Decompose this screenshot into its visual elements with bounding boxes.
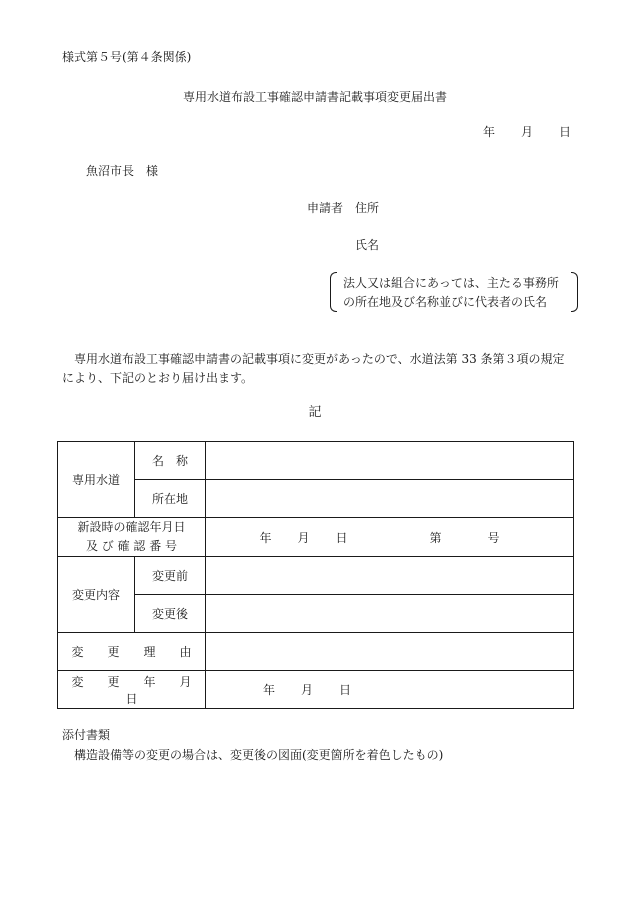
confirm-label-line-2: 及 び 確 認 番 号 xyxy=(85,539,178,553)
table-row xyxy=(58,671,574,709)
right-bracket xyxy=(571,272,578,312)
confirm-day: 日 xyxy=(335,530,348,545)
table-row xyxy=(58,518,574,557)
change-group-cell: 変更内容 xyxy=(58,557,135,633)
change-month: 月 xyxy=(301,683,314,697)
after-value-cell[interactable] xyxy=(206,595,574,633)
location-label-cell: 所在地 xyxy=(135,480,206,518)
change-day: 日 xyxy=(339,683,352,697)
note-line-1: 法人又は組合にあっては、主たる事務所 xyxy=(343,276,559,290)
before-value-cell[interactable] xyxy=(206,557,574,595)
confirm-label-cell xyxy=(58,518,206,557)
document-title: 専用水道布設工事確認申請書記載事項変更届出書 xyxy=(182,90,447,104)
before-label-cell: 変更前 xyxy=(135,557,206,595)
date-year: 年 xyxy=(483,125,496,139)
reason-value-cell[interactable] xyxy=(206,633,574,671)
reason-label-cell: 変 更 理 由 xyxy=(58,633,206,671)
location-value-cell[interactable] xyxy=(206,480,574,518)
left-bracket xyxy=(330,272,337,312)
body-paragraph: 専用水道布設工事確認申請書の記載事項に変更があったので、水道法第 33 条第３項の規定により、下記のとおり届け出ます。 xyxy=(62,352,565,385)
water-group-cell: 専用水道 xyxy=(58,442,135,518)
change-date-value-cell[interactable] xyxy=(206,671,574,709)
submission-date xyxy=(483,125,571,139)
form-number: 様式第５号(第４条関係) xyxy=(62,50,192,64)
applicant-name-label: 氏名 xyxy=(355,238,380,252)
confirm-no-prefix: 第 xyxy=(429,530,442,545)
table-row xyxy=(58,557,574,595)
attachments-heading: 添付書類 xyxy=(62,728,111,742)
confirm-value-cell[interactable] xyxy=(206,518,574,557)
confirm-label-line-1: 新設時の確認年月日 xyxy=(77,520,186,534)
confirm-month: 月 xyxy=(297,530,310,545)
attachments-text: 構造設備等の変更の場合は、変更後の図面(変更箇所を着色したもの) xyxy=(74,748,444,762)
date-day: 日 xyxy=(559,125,572,139)
table-row xyxy=(58,633,574,671)
ki-heading: 記 xyxy=(308,405,322,420)
confirm-year: 年 xyxy=(259,530,272,545)
applicant-note xyxy=(330,272,578,312)
name-value-cell[interactable] xyxy=(206,442,574,480)
table-row xyxy=(58,442,574,480)
name-label-cell: 名 称 xyxy=(135,442,206,480)
confirm-no-suffix: 号 xyxy=(487,530,500,545)
change-form-table xyxy=(57,441,574,709)
date-month: 月 xyxy=(521,125,534,139)
note-line-2: の所在地及び名称並びに代表者の氏名 xyxy=(343,295,548,309)
after-label-cell: 変更後 xyxy=(135,595,206,633)
table-row xyxy=(58,595,574,633)
change-year: 年 xyxy=(263,683,276,697)
table-row xyxy=(58,480,574,518)
applicant-address-label: 申請者 住所 xyxy=(307,201,380,215)
change-date-label-cell: 変 更 年 月 日 xyxy=(58,671,206,709)
addressee: 魚沼市長 様 xyxy=(86,164,159,178)
